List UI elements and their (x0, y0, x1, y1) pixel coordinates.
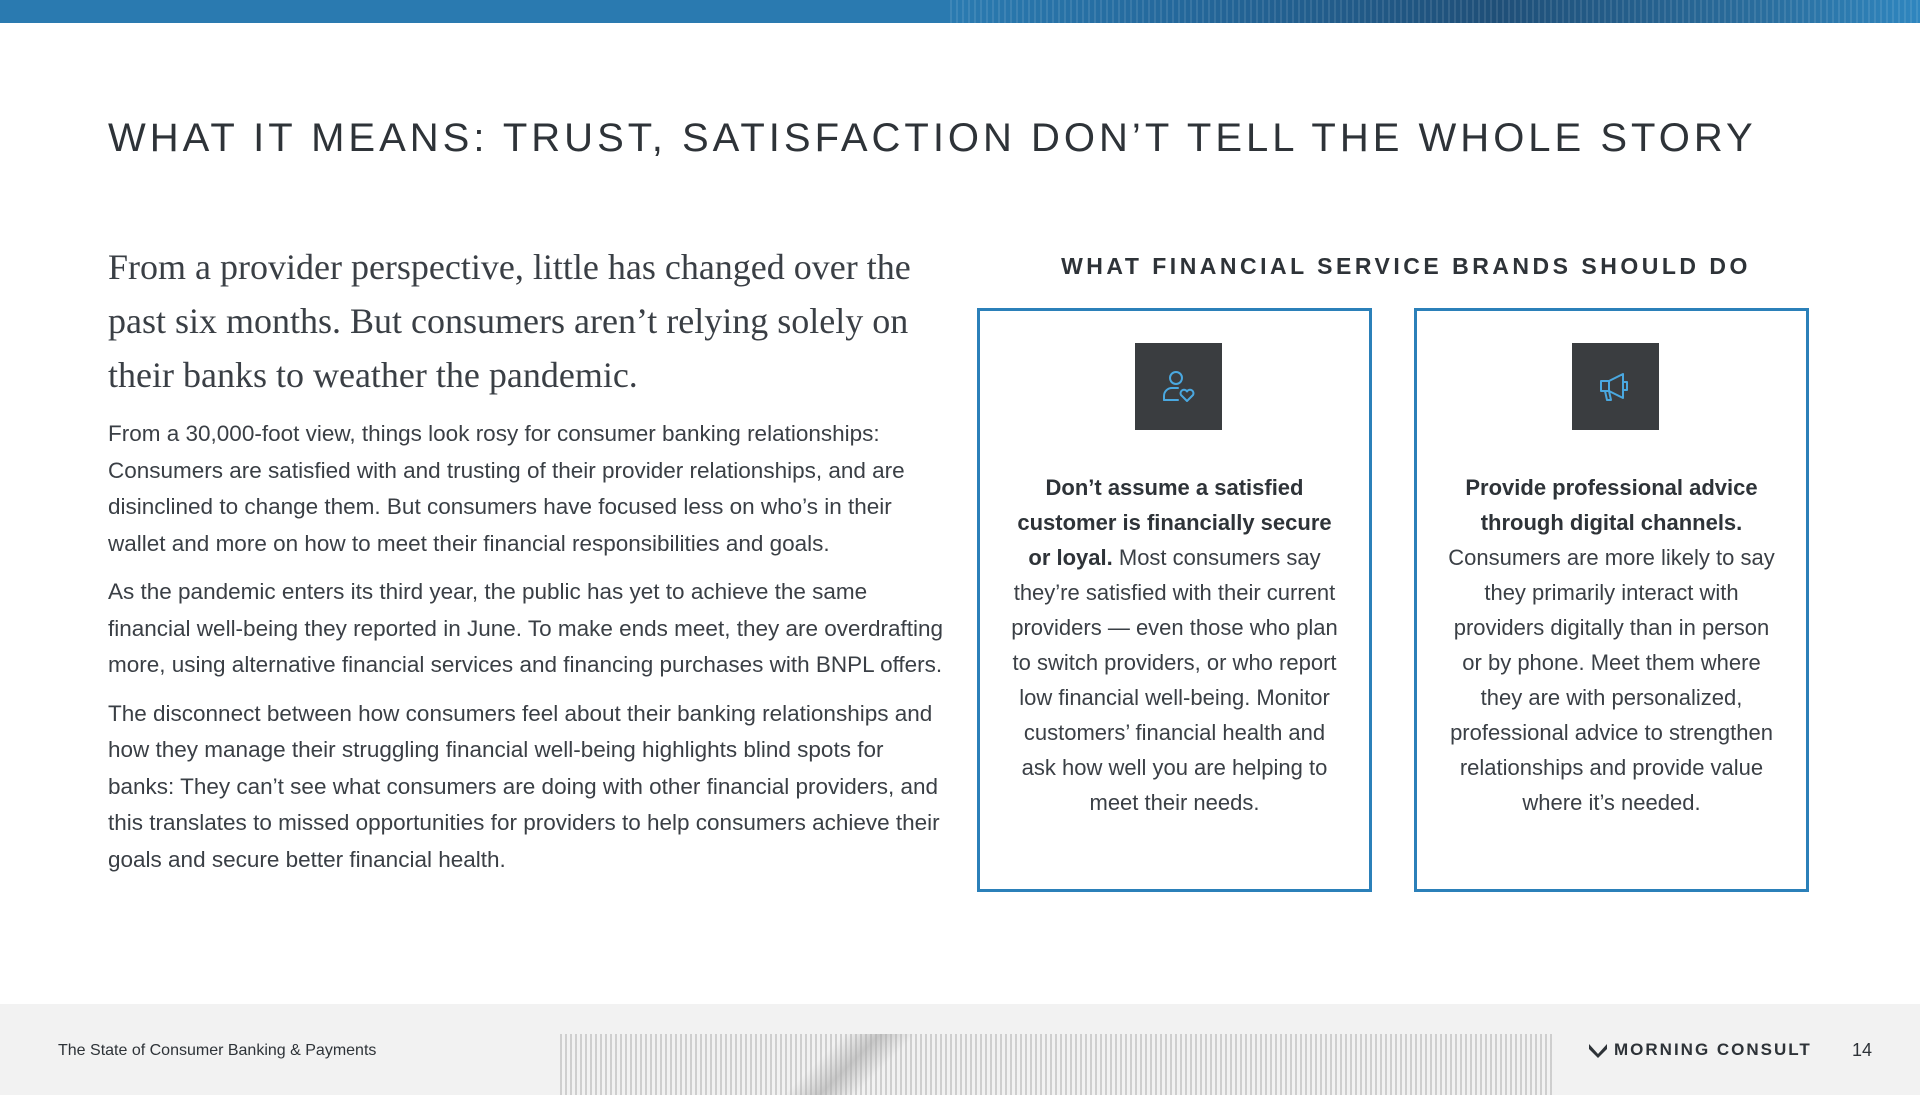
morning-consult-logo-icon (1588, 1042, 1608, 1058)
page-title: WHAT IT MEANS: TRUST, SATISFACTION DON’T TELL THE WHOLE STORY (108, 116, 1757, 160)
card-1-body: Most consumers say they’re satisfied with their current providers — even those who plan to switch providers, or who report low financial well-being. Monitor customers’ financial health and ask how well you are helping to meet their needs. (1011, 545, 1338, 815)
user-heart-icon (1135, 343, 1222, 430)
card-2-body: Consumers are more likely to say they primarily interact with providers digitally than in person or by phone. Meet them where they are with personalized, professional advice to strengthen relationships and provide value where it’s needed. (1448, 545, 1775, 815)
body-paragraph-3: The disconnect between how consumers feel about their banking relationships and how they manage their struggling financial well-being highlights blind spots for banks: They can’t see what consumers are doing with other financial providers, and this translates to missed opportunities for providers to help consumers achieve their goals and secure better financial health. (108, 700, 940, 872)
footer-pattern-overlay (700, 1034, 1000, 1095)
card-2-bold: Provide professional advice through digital channels. (1465, 475, 1758, 535)
recommendations-heading: WHAT FINANCIAL SERVICE BRANDS SHOULD DO (1061, 253, 1751, 279)
body-paragraph-2: As the pandemic enters its third year, the public has yet to achieve the same financial well-being they reported in June. To make ends meet, they are overdrafting more, using alternative financial services and financing purchases with BNPL offers. (108, 579, 944, 677)
report-title: The State of Consumer Banking & Payments (58, 1042, 377, 1059)
page-footer (0, 1004, 1920, 1095)
body-paragraph-1: From a 30,000-foot view, things look rosy for consumer banking relationships: Consumers are satisfied with and trusting of their provider relationships, and are disinclined to change them. But consumers have focused less on who’s in their wallet and more on how to meet their financial responsibilities and goals. (108, 421, 905, 556)
top-bar-pattern (950, 0, 1920, 23)
brand-logo (1588, 1040, 1812, 1060)
recommendation-card-2 (1414, 308, 1809, 892)
recommendation-card-1 (977, 308, 1372, 892)
card-1-bold: Don’t assume a satisfied customer is financially secure or loyal. (1017, 475, 1332, 570)
page-number: 14 (1852, 1040, 1873, 1060)
brand-name: MORNING CONSULT (1614, 1040, 1812, 1059)
lead-paragraph: From a provider perspective, little has changed over the past six months. But consumers aren’t relying solely on their banks to weather the pandemic. (108, 247, 911, 395)
top-accent-bar (0, 0, 1920, 23)
megaphone-icon (1572, 343, 1659, 430)
card-2-text (1445, 470, 1778, 820)
card-1-text (1008, 470, 1341, 820)
body-text (108, 416, 950, 890)
